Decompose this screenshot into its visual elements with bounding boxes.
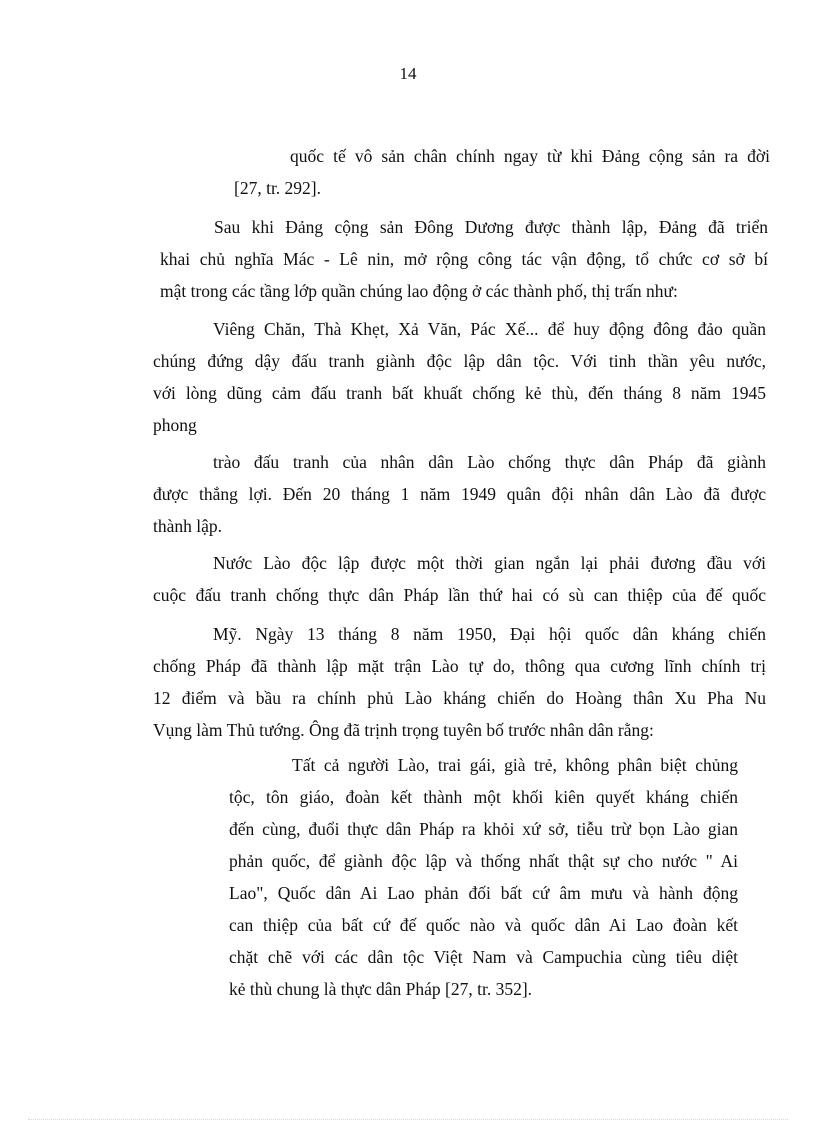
paragraph — [153, 618, 766, 746]
quote-continuation — [234, 140, 770, 204]
text-line: được thắng lợi. Đến 20 tháng 1 năm 1949 quân đội nhân dân Lào đã được — [153, 484, 766, 504]
text-line: Sau khi Đảng cộng sản Đông Dương được thành lập, Đảng đã triển — [214, 217, 768, 237]
text-line: 12 điểm và bầu ra chính phủ Lào kháng chiến do Hoàng thân Xu Pha Nu — [153, 688, 766, 708]
text-line: quốc tế vô sản chân chính ngay từ khi Đảng cộng sản ra đời — [290, 146, 770, 166]
text-line: can thiệp của bất cứ đế quốc nào và quốc dân Ai Lao đoàn kết — [229, 915, 738, 935]
text-line: phong — [153, 415, 197, 435]
text-line: thành lập. — [153, 516, 223, 536]
text-line: khai chủ nghĩa Mác - Lê nin, mở rộng công tác vận động, tổ chức cơ sở bí — [160, 249, 768, 269]
paragraph — [160, 211, 768, 307]
text-line: phản quốc, để giành độc lập và thống nhất thật sự cho nước " Ai — [229, 851, 738, 871]
text-line: chặt chẽ với các dân tộc Việt Nam và Campuchia cùng tiêu diệt — [229, 947, 738, 967]
paragraph — [153, 446, 766, 542]
text-line: kẻ thù chung là thực dân Pháp [27, tr. 352]. — [229, 979, 533, 999]
text-line: đến cùng, đuổi thực dân Pháp ra khỏi xứ sở, tiễu trừ bọn Lào gian — [229, 819, 738, 839]
text-line: Vụng làm Thủ tướng. Ông đã trịnh trọng tuyên bố trước nhân dân rằng: — [153, 720, 654, 740]
text-line: trào đấu tranh của nhân dân Lào chống thực dân Pháp đã giành — [213, 452, 766, 472]
text-line: mật trong các tầng lớp quần chúng lao động ở các thành phố, thị trấn như: — [160, 281, 678, 301]
text-line: Nước Lào độc lập được một thời gian ngắn lại phải đương đầu với — [213, 553, 766, 573]
text-line: cuộc đấu tranh chống thực dân Pháp lần thứ hai có sù can thiệp của đế quốc — [153, 585, 766, 605]
text-line: với lòng dũng cảm đấu tranh bất khuất chống kẻ thù, đến tháng 8 năm 1945 — [153, 383, 766, 403]
text-line: tộc, tôn giáo, đoàn kết thành một khối kiên quyết kháng chiến — [229, 787, 738, 807]
page-number: 14 — [399, 64, 417, 83]
text-line: Lao", Quốc dân Ai Lao phản đối bất cứ âm mưu và hành động — [229, 883, 738, 903]
paragraph — [153, 547, 766, 611]
block-quote — [229, 749, 738, 1005]
text-line: Viêng Chăn, Thà Khẹt, Xả Văn, Pác Xế... để huy động đông đảo quần — [213, 319, 766, 339]
text-line: chống Pháp đã thành lập mặt trận Lào tự do, thông qua cương lĩnh chính trị — [153, 656, 766, 676]
paragraph — [153, 313, 766, 441]
text-line: Mỹ. Ngày 13 tháng 8 năm 1950, Đại hội quốc dân kháng chiến — [213, 624, 766, 644]
page-bottom-divider — [28, 1119, 788, 1120]
text-line: Tất cả người Lào, trai gái, già trẻ, không phân biệt chủng — [292, 755, 738, 775]
text-line: chúng đứng dậy đấu tranh giành độc lập dân tộc. Với tinh thần yêu nước, — [153, 351, 766, 371]
text-line: [27, tr. 292]. — [234, 178, 322, 198]
